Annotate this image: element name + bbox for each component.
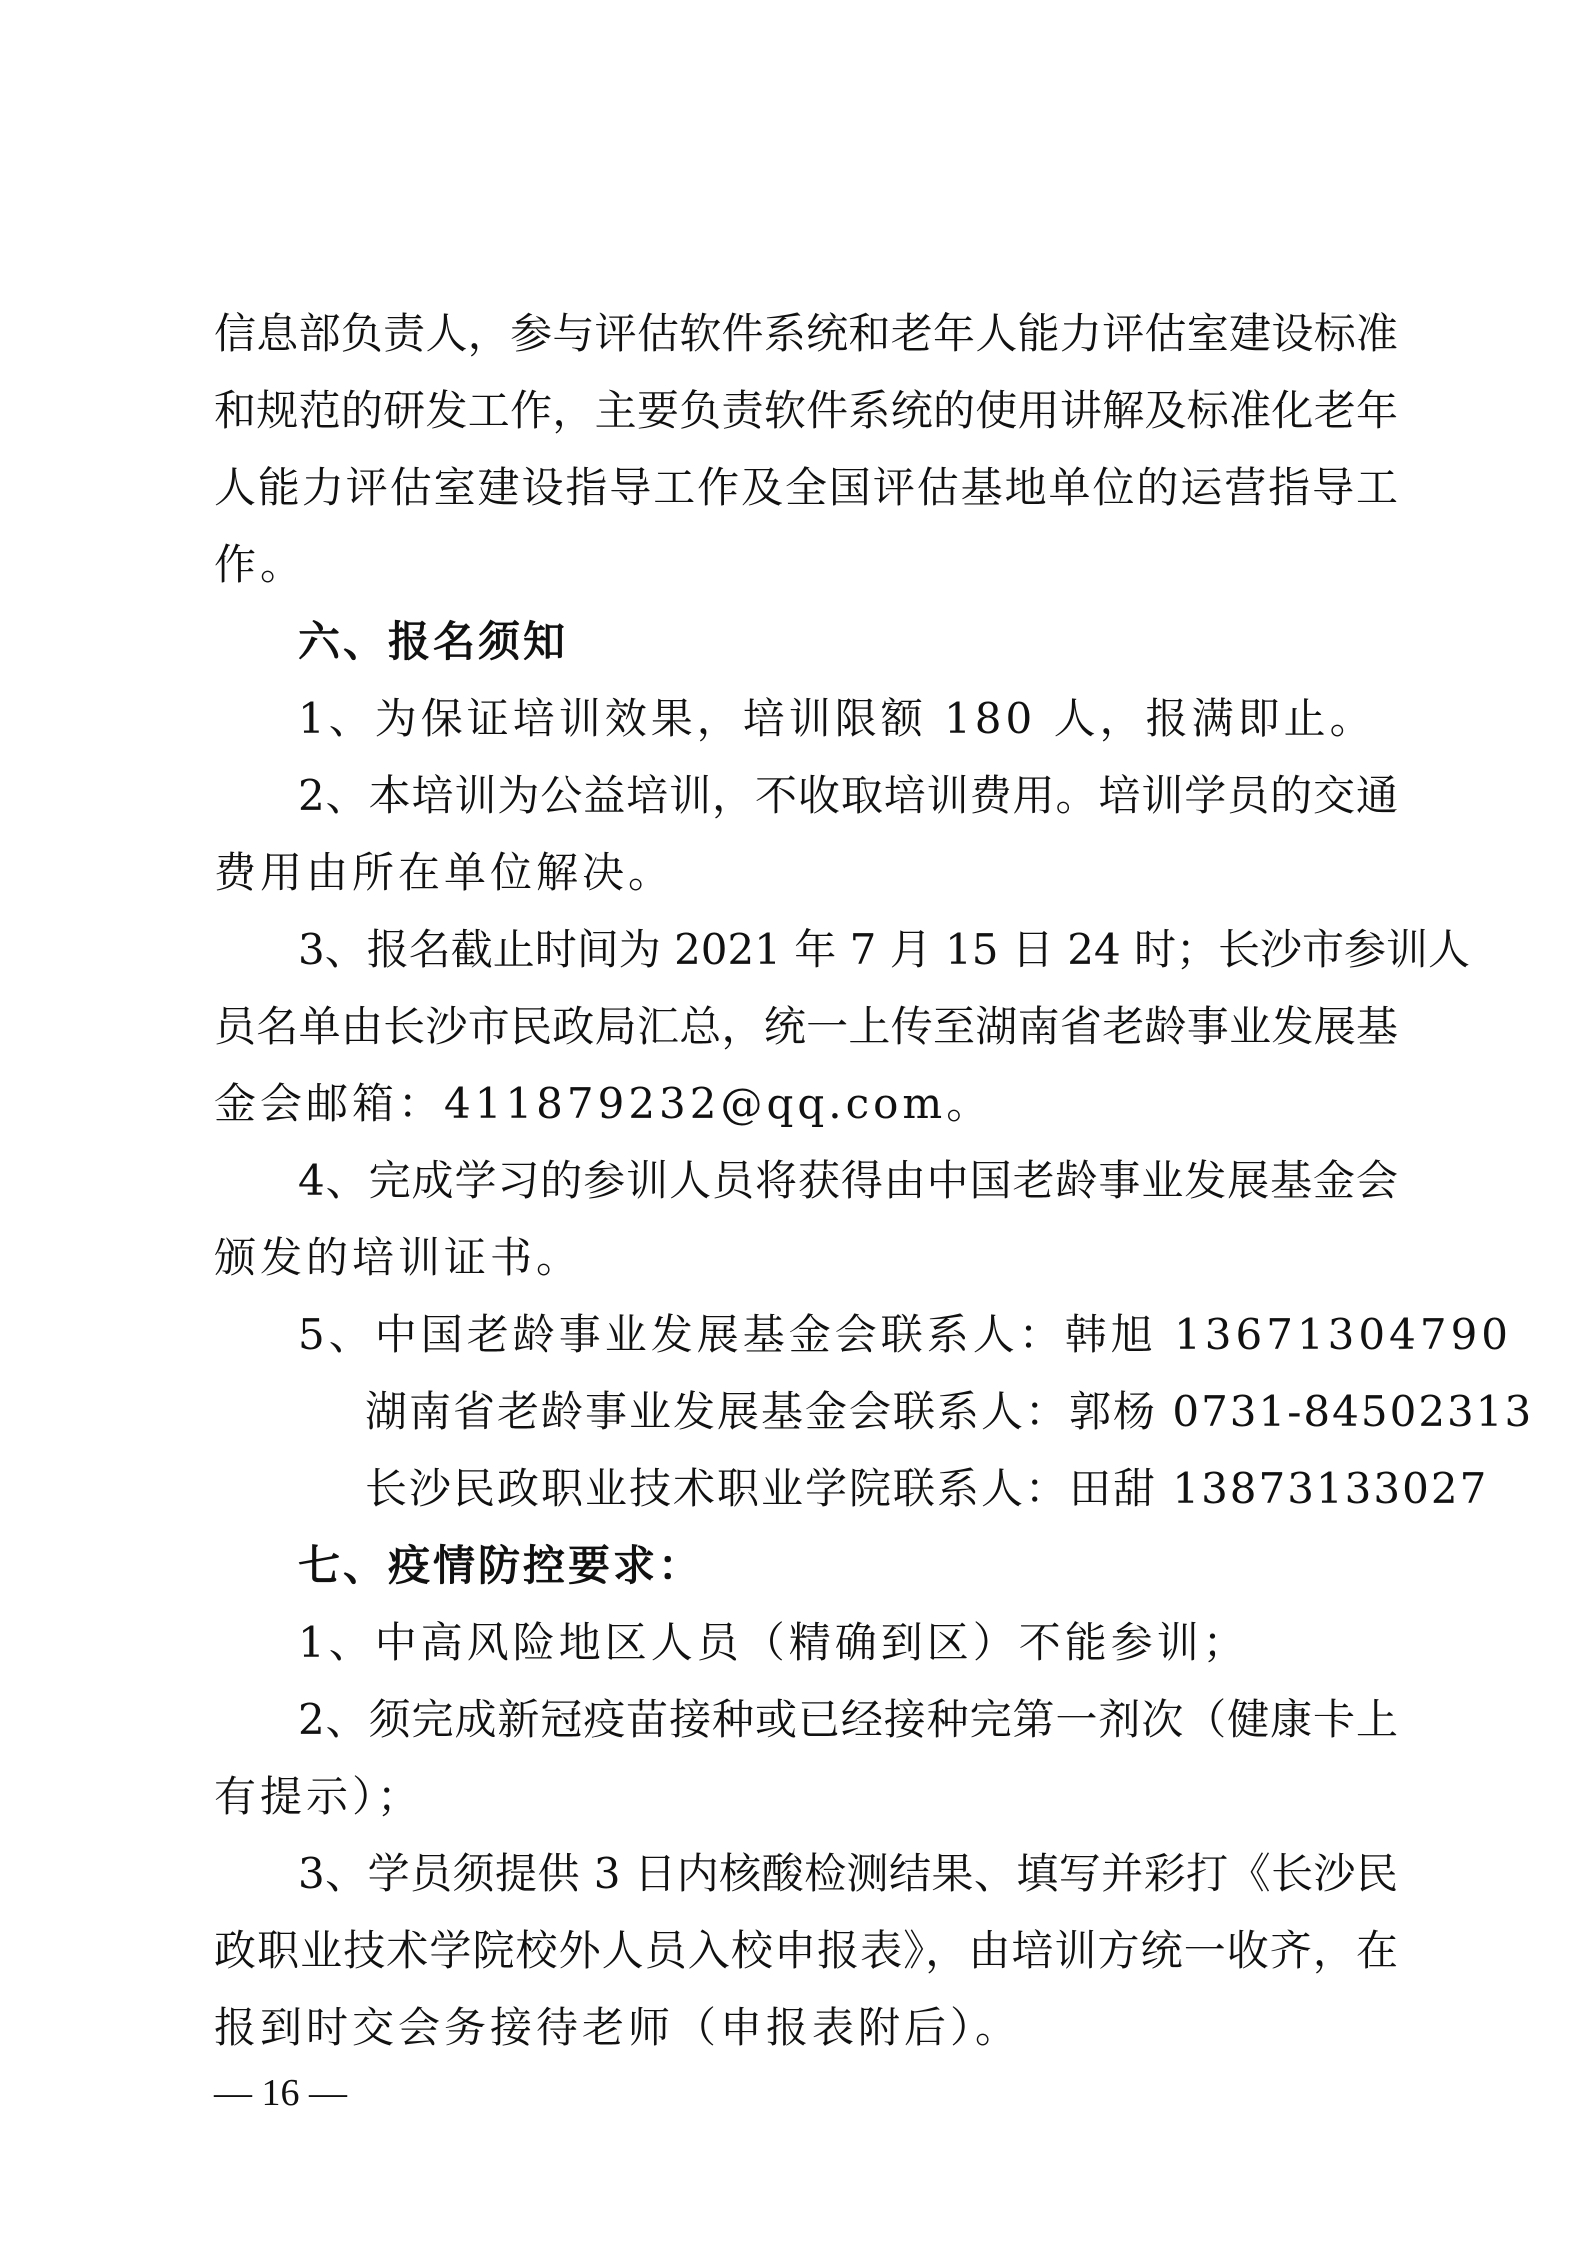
list-item: 2、须完成新冠疫苗接种或已经接种完第一剂次（健康卡上	[298, 1695, 1398, 1744]
list-item: 3、报名截止时间为 2021 年 7 月 15 日 24 时；长沙市参训人	[298, 925, 1471, 974]
list-item-continuation: 报到时交会务接待老师（申报表附后）。	[214, 2003, 1022, 2052]
list-item-continuation: 有提示）；	[214, 1772, 424, 1821]
paragraph-line: 作。	[214, 540, 307, 589]
list-item: 1、为保证培训效果，培训限额 180 人，报满即止。	[298, 694, 1376, 743]
paragraph-line: 信息部负责人，参与评估软件系统和老年人能力评估室建设标准	[214, 309, 1398, 358]
list-item: 3、学员须提供 3 日内核酸检测结果、填写并彩打《长沙民	[298, 1849, 1398, 1898]
paragraph-line: 和规范的研发工作，主要负责软件系统的使用讲解及标准化老年	[214, 386, 1398, 435]
page-number: — 16 —	[214, 2072, 347, 2114]
contact-line: 长沙民政职业技术职业学院联系人：田甜 13873133027	[365, 1464, 1489, 1513]
contact-line: 5、中国老龄事业发展基金会联系人：韩旭 13671304790	[298, 1310, 1513, 1359]
email-line: 金会邮箱：411879232@qq.com。	[214, 1079, 993, 1128]
list-item-continuation: 员名单由长沙市民政局汇总，统一上传至湖南省老龄事业发展基	[214, 1002, 1398, 1051]
list-item: 4、完成学习的参训人员将获得由中国老龄事业发展基金会	[298, 1156, 1398, 1205]
list-item: 1、中高风险地区人员（精确到区）不能参训；	[298, 1618, 1249, 1667]
list-item-continuation: 政职业技术学院校外人员入校申报表》，由培训方统一收齐，在	[214, 1926, 1398, 1975]
list-item: 2、本培训为公益培训，不收取培训费用。培训学员的交通	[298, 771, 1398, 820]
contact-line: 湖南省老龄事业发展基金会联系人：郭杨 0731-84502313	[365, 1387, 1534, 1436]
list-item-continuation: 费用由所在单位解决。	[214, 848, 675, 897]
section-heading-registration: 六、报名须知	[298, 617, 569, 666]
section-heading-epidemic: 七、疫情防控要求：	[298, 1541, 704, 1590]
paragraph-line: 人能力评估室建设指导工作及全国评估基地单位的运营指导工	[214, 463, 1398, 512]
list-item-continuation: 颁发的培训证书。	[214, 1233, 583, 1282]
